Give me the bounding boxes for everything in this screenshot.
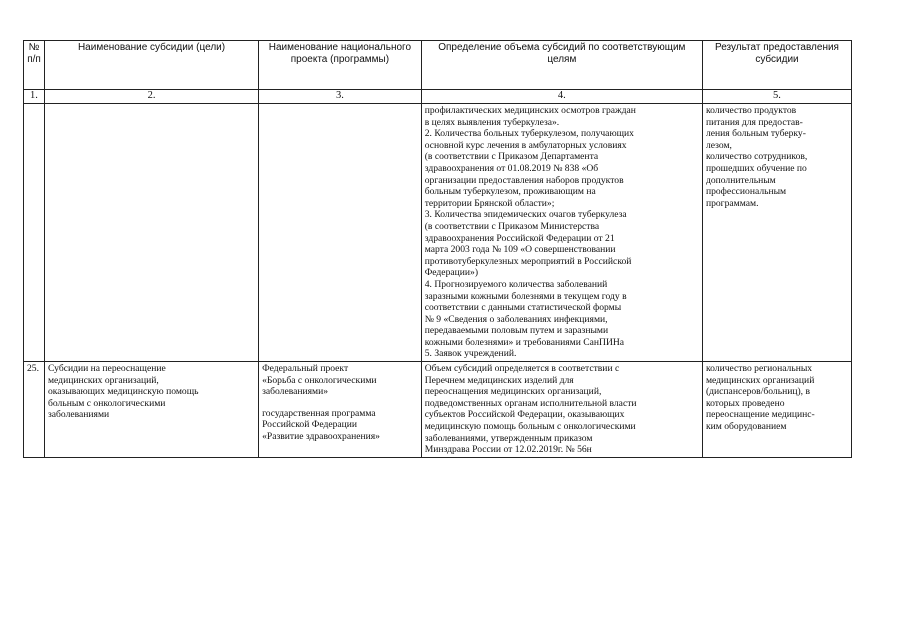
cell-empty — [44, 104, 258, 362]
text-line: заразными кожными болезнями в текущем году в — [424, 290, 627, 302]
header-row — [24, 41, 852, 90]
text-line: медицинских организаций, — [47, 374, 159, 386]
header-national-project: Наименование национального проекта (программы) — [259, 41, 422, 90]
text-line: кожными болезнями» и требованиями СанПИНа — [424, 336, 625, 348]
result-text-lines — [706, 105, 848, 209]
text-line: подведомственных органам исполнительной власти — [424, 397, 637, 409]
text-line: Минздрава России от 12.02.2019г. № 56н — [424, 444, 592, 456]
text-line: ким оборудованием — [705, 421, 787, 433]
text-line: Федеральный проект — [262, 363, 349, 375]
text-line: Субсидии на переоснащение — [47, 363, 166, 375]
text-line: Объем субсидий определяется в соответствии с — [424, 363, 620, 375]
numbering-cell: 2. — [44, 90, 258, 104]
text-line: количество сотрудников, — [705, 151, 808, 163]
text-line: организации предоставления наборов продуктов — [424, 174, 624, 186]
text-line: медицинскую помощь больным с онкологическими — [424, 421, 636, 433]
text-line: профессиональным — [705, 186, 787, 198]
text-line: в целях выявления туберкулеза». — [424, 116, 560, 128]
text-line: количество региональных — [705, 363, 813, 375]
cell-national-project — [259, 362, 422, 458]
row-number: 25. — [24, 362, 45, 458]
text-line: оказывающих медицинскую помощь — [47, 386, 199, 398]
text-line: передаваемыми половым путем и заразными — [424, 325, 609, 337]
text-line: основной курс лечения в амбулаторных условиях — [424, 139, 627, 151]
cell-result-text — [702, 362, 851, 458]
volume-text-lines — [425, 363, 699, 456]
text-line: Российской Федерации — [262, 419, 358, 431]
text-line: противотуберкулезных мероприятий в Российской — [424, 255, 632, 267]
text-line: дополнительным — [705, 174, 776, 186]
text-line: количество продуктов — [705, 105, 797, 116]
numbering-row — [24, 90, 852, 104]
text-line: Перечнем медицинских изделий для — [424, 374, 574, 386]
text-line: больным туберкулезом, проживающим на — [424, 186, 596, 198]
text-line: 5. Заявок учреждений. — [424, 348, 517, 360]
header-volume-determination: Определение объема субсидий по соответствующим целям — [421, 41, 702, 90]
program-lines — [262, 408, 418, 443]
table-row-continuation — [24, 104, 852, 362]
text-line: (в соответствии с Приказом Департамента — [424, 151, 599, 163]
text-line: (диспансеров/больниц), в — [705, 386, 811, 398]
numbering-cell: 3. — [259, 90, 422, 104]
numbering-cell: 4. — [421, 90, 702, 104]
table-row-25 — [24, 362, 852, 458]
text-line: больным с онкологическими — [47, 397, 166, 409]
text-line: заболеваниями — [47, 409, 110, 421]
header-subsidy-name: Наименование субсидии (цели) — [44, 41, 258, 90]
text-line: медицинских организаций — [705, 374, 815, 386]
text-line: программам. — [705, 197, 759, 209]
cell-volume-text — [421, 104, 702, 362]
cell-subsidy-name — [44, 362, 258, 458]
text-line: государственная программа — [262, 407, 376, 419]
header-result: Результат предоставления субсидии — [702, 41, 851, 90]
text-line: профилактических медицинских осмотров граждан — [424, 105, 636, 116]
text-line: (в соответствии с Приказом Министерства — [424, 220, 600, 232]
cell-volume-text — [421, 362, 702, 458]
text-line: которых проведено — [705, 397, 785, 409]
text-line: марта 2003 года № 109 «О совершенствовании — [424, 244, 616, 256]
text-line: питания для предостав- — [705, 116, 803, 128]
numbering-cell: 5. — [702, 90, 851, 104]
text-line: заболеваниями» — [262, 386, 329, 398]
text-line: «Борьба с онкологическими — [262, 374, 377, 386]
text-line: 2. Количества больных туберкулезом, получающих — [424, 128, 634, 140]
cell-result-text — [702, 104, 851, 362]
subsidy-table — [23, 40, 852, 458]
volume-text-lines — [425, 105, 699, 360]
text-line: здравоохранения от 01.08.2019 № 838 «Об — [424, 162, 599, 174]
text-line: «Развитие здравоохранения» — [262, 431, 380, 443]
header-number: № п/п — [24, 41, 45, 90]
text-line: 4. Прогнозируемого количества заболеваний — [424, 278, 608, 290]
numbering-cell: 1. — [24, 90, 45, 104]
result-text-lines — [706, 363, 848, 433]
text-line: прошедших обучение по — [705, 162, 807, 174]
text-line: здравоохранения Российской Федерации от 21 — [424, 232, 615, 244]
text-line: ления больным туберку- — [705, 128, 806, 140]
text-line: заболеваниями, утвержденным приказом — [424, 432, 593, 444]
cell-empty — [259, 104, 422, 362]
subsidy-name-lines — [48, 363, 255, 421]
text-line: территории Брянской области»; — [424, 197, 555, 209]
text-line: Федерации») — [424, 267, 479, 279]
cell-empty — [24, 104, 45, 362]
text-line: 3. Количества эпидемических очагов туберкулеза — [424, 209, 627, 221]
text-line: соответствии с данными статистической формы — [424, 302, 622, 314]
text-line: лезом, — [705, 139, 732, 151]
text-line: переоснащения медицинских организаций, — [424, 386, 602, 398]
text-line: переоснащение медицинс- — [705, 409, 815, 421]
text-line: субъектов Российской Федерации, оказывающих — [424, 409, 625, 421]
project-lines — [262, 363, 418, 398]
text-line: № 9 «Сведения о заболеваниях инфекциями, — [424, 313, 608, 325]
